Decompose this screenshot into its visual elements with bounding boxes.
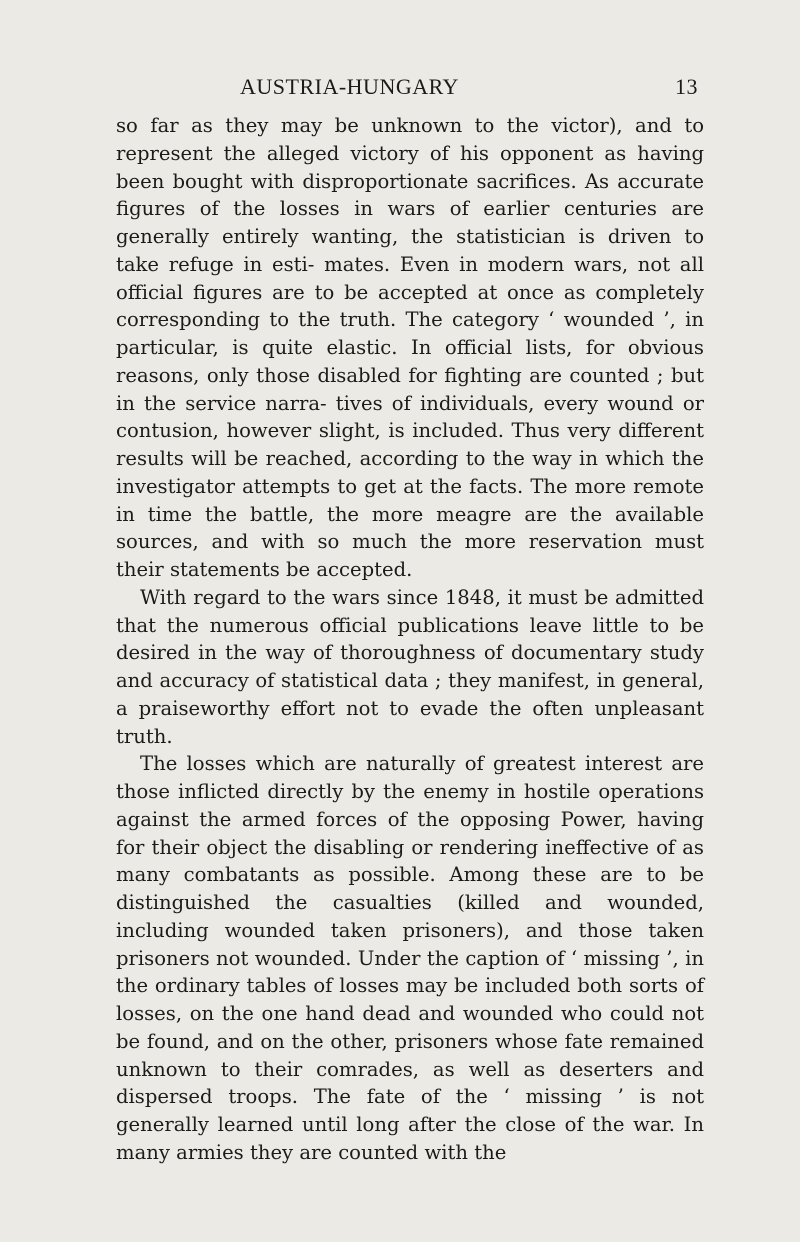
running-head bbox=[116, 74, 704, 110]
paragraph-2: With regard to the wars since 1848, it must be admitted that the numerous official publications leave little to be desired in the way of thoroughness of documentary study and accuracy of statistical data ; they manifest, in general, a praiseworthy effort not to evade the often unpleasant truth. bbox=[116, 585, 704, 748]
page-number: 13 bbox=[675, 74, 698, 99]
paragraph-1: so far as they may be unknown to the victor), and to represent the alleged victory of his opponent as having been bought with disproportionate sacrifices. As accurate figures of the losses in wars of earlier centuries are generally entirely wanting, the statistician is driven to take refuge in esti- mates. Even in modern wars, not all official figures are to be accepted at once as completely corresponding to the truth. The category ‘ wounded ’, in particular, is quite elastic. In official lists, for obvious reasons, only those disabled for fighting are counted ; but in the service narra- tives of individuals, every wound or contusion, however slight, is included. Thus very different results will be reached, according to the way in which the investigator attempts to get at the facts. The more remote in time the battle, the more meagre are the available sources, and with so much the more reservation must their statements be accepted. bbox=[116, 114, 704, 581]
body-text bbox=[116, 112, 704, 1167]
running-title: AUSTRIA-HUNGARY bbox=[240, 74, 459, 99]
paragraph-3: The losses which are naturally of greatest interest are those inflicted directly by the enemy in hostile operations against the armed forces of the opposing Power, having for their object the disabling or rendering ineffective of as many combatants as possible. Among these are to be distinguished the casualties (killed and wounded, including wounded taken prisoners), and those taken prisoners not wounded. Under the caption of ‘ missing ’, in the ordinary tables of losses may be included both sorts of losses, on the one hand dead and wounded who could not be found, and on the other, prisoners whose fate remained unknown to their comrades, as well as deserters and dispersed troops. The fate of the ‘ missing ’ is not generally learned until long after the close of the war. In many armies they are counted with the bbox=[116, 752, 704, 1164]
book-page bbox=[116, 74, 704, 1167]
